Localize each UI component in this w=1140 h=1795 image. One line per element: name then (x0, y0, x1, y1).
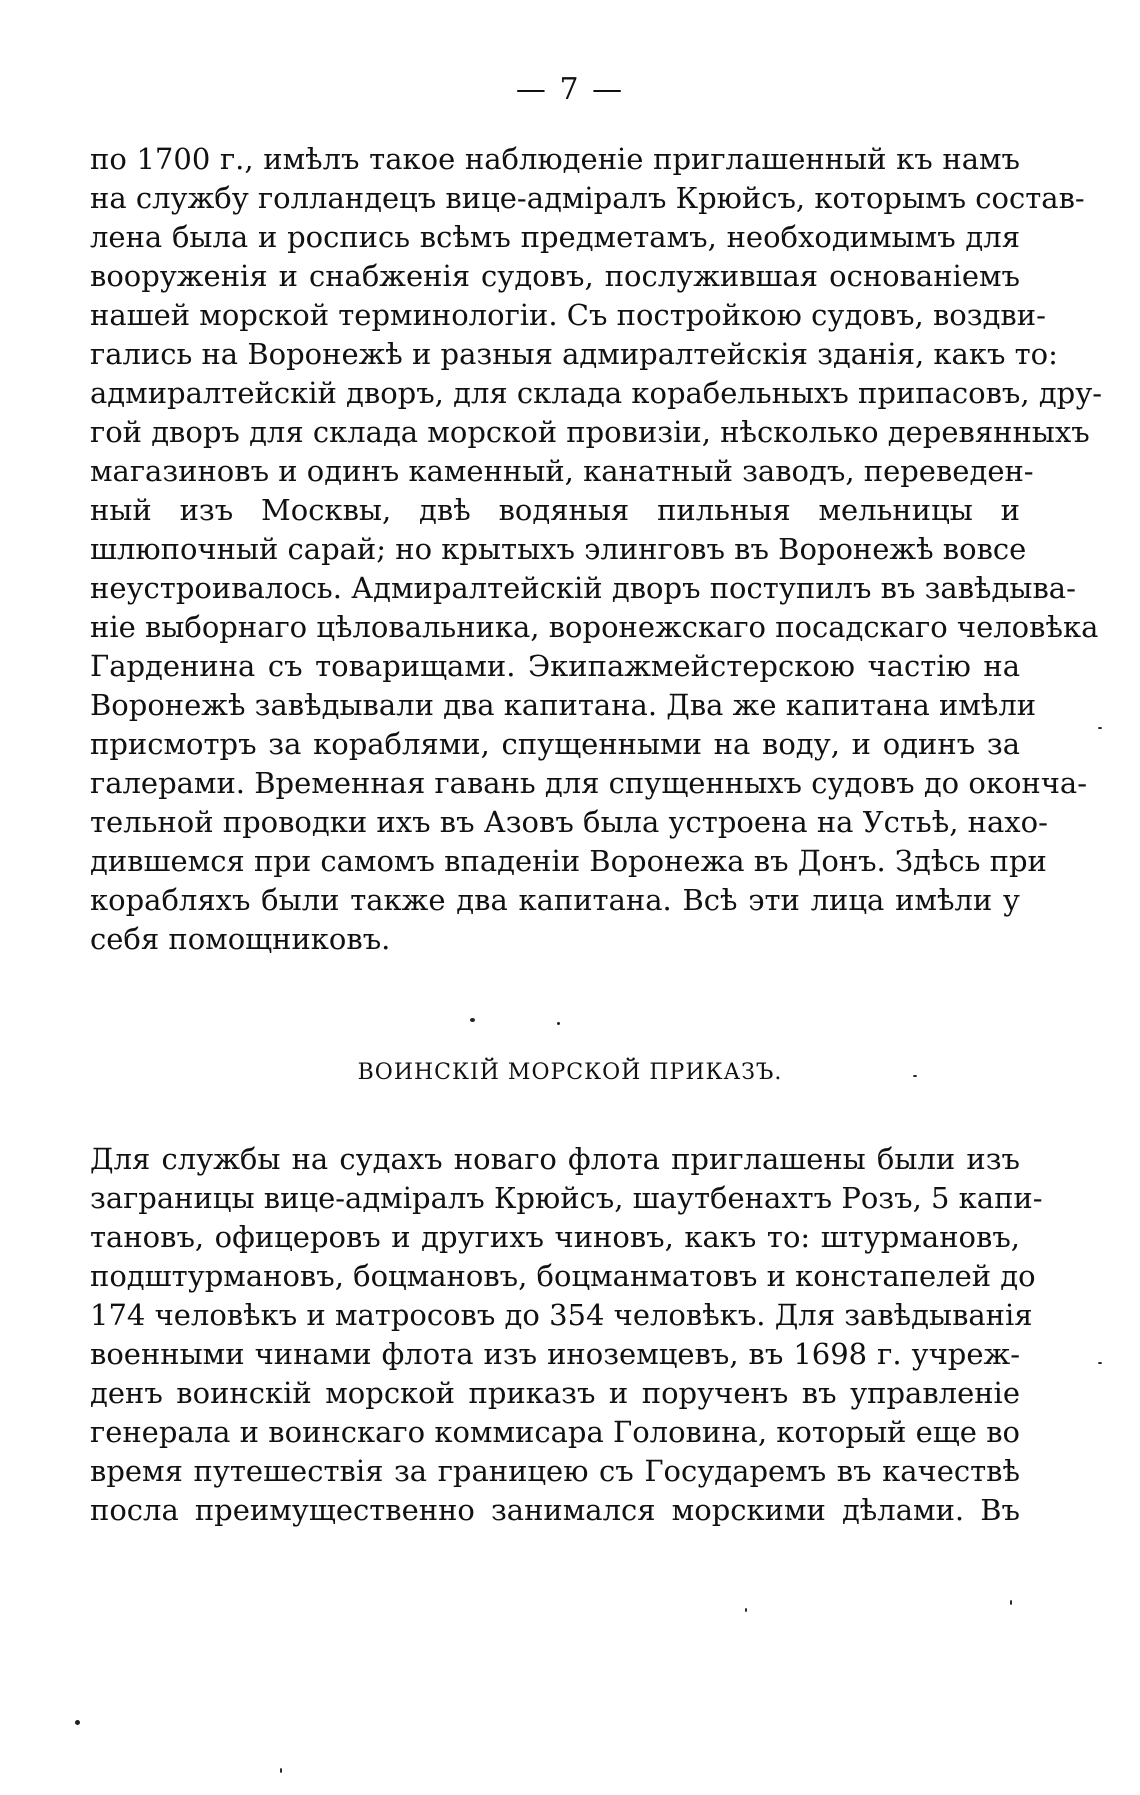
text-line: время путешествія за границею съ Государемъ въ качествѣ (90, 1454, 1020, 1488)
text-line: генерала и воинскаго коммисара Головина, который еще во (90, 1415, 1020, 1449)
text-line: присмотръ за кораблями, спущенными на воду, и одинъ за (90, 727, 1020, 761)
text-line: лена была и роспись всѣмъ предметамъ, необходимымъ для (90, 220, 1020, 254)
scan-speck (1098, 727, 1102, 729)
text-line: шлюпочный сарай; но крытыхъ элинговъ въ Воронежѣ вовсе (90, 532, 1027, 566)
text-line: заграницы вице-адміралъ Крюйсъ, шаутбенахтъ Розъ, 5 капи- (90, 1181, 1043, 1215)
scan-speck (1098, 1362, 1102, 1364)
text-line: тельной проводки ихъ въ Азовъ была устроена на Устьѣ, нахо- (90, 805, 1048, 839)
text-line: на службу голландецъ вице-адміралъ Крюйсъ, которымъ состав- (90, 181, 1085, 215)
text-line: тановъ, офицеровъ и другихъ чиновъ, какъ то: штурмановъ, (90, 1220, 1020, 1254)
text-line: подштурмановъ, боцмановъ, боцманматовъ и констапелей до (90, 1259, 1036, 1293)
scan-speck (557, 1022, 560, 1025)
scan-speck (913, 1075, 917, 1077)
text-line: Для службы на судахъ новаго флота приглашены были изъ (90, 1142, 1020, 1176)
scan-speck (745, 1608, 747, 1612)
text-line: ный изъ Москвы, двѣ водяныя пильныя мельницы и (90, 493, 1020, 527)
paragraph-1 (90, 140, 1103, 959)
text-line: вооруженія и снабженія судовъ, послужившая основаніемъ (90, 259, 1020, 293)
scan-speck (470, 1018, 475, 1022)
scan-speck (1010, 1600, 1012, 1605)
text-line: магазиновъ и одинъ каменный, канатный заводъ, переведен- (90, 454, 1034, 488)
text-line: корабляхъ были также два капитана. Всѣ эти лица имѣли у (90, 883, 1020, 917)
text-line: ніе выборнаго цѣловальника, воронежскаго посадскаго человѣка (90, 610, 1099, 644)
text-line: гой дворъ для склада морской провизіи, нѣсколько деревянныхъ (90, 415, 1090, 449)
text-line: по 1700 г., имѣлъ такое наблюденіе приглашенный къ намъ (90, 142, 1020, 176)
text-line: денъ воинскій морской приказъ и порученъ въ управленіе (90, 1376, 1020, 1410)
text-line: Воронежѣ завѣдывали два капитана. Два же капитана имѣли (90, 688, 1037, 722)
text-line: гались на Воронежѣ и разныя адмиралтейскія зданія, какъ то: (90, 337, 1058, 371)
page-number: — 7 — (515, 72, 625, 107)
text-line: посла преимущественно занимался морскими дѣлами. Въ (90, 1493, 1020, 1527)
text-line: себя помощниковъ. (90, 922, 391, 956)
text-line: адмиралтейскій дворъ, для склада корабельныхъ припасовъ, дру- (90, 376, 1103, 410)
text-line: галерами. Временная гавань для спущенныхъ судовъ до окончa- (90, 766, 1087, 800)
text-line: неустроивалось. Адмиралтейскій дворъ поступилъ въ завѣдыва- (90, 571, 1076, 605)
scan-speck (75, 1720, 80, 1725)
text-line: военными чинами флота изъ иноземцевъ, въ 1698 г. учреж- (90, 1337, 1020, 1371)
paragraph-2 (90, 1140, 1043, 1530)
scan-speck (280, 1768, 282, 1773)
text-line: Гарденина съ товарищами. Экипажмейстерскою частію на (90, 649, 1020, 683)
text-line: дившемся при самомъ впаденіи Воронежа въ Донъ. Здѣсь при (90, 844, 1047, 878)
text-line: нашей морской терминологіи. Съ постройкою судовъ, воздви- (90, 298, 1046, 332)
text-line: 174 человѣкъ и матросовъ до 354 человѣкъ. Для завѣдыванія (90, 1298, 1033, 1332)
section-heading: ВОИНСКІЙ МОРСКОЙ ПРИКАЗЪ. (357, 1060, 783, 1085)
